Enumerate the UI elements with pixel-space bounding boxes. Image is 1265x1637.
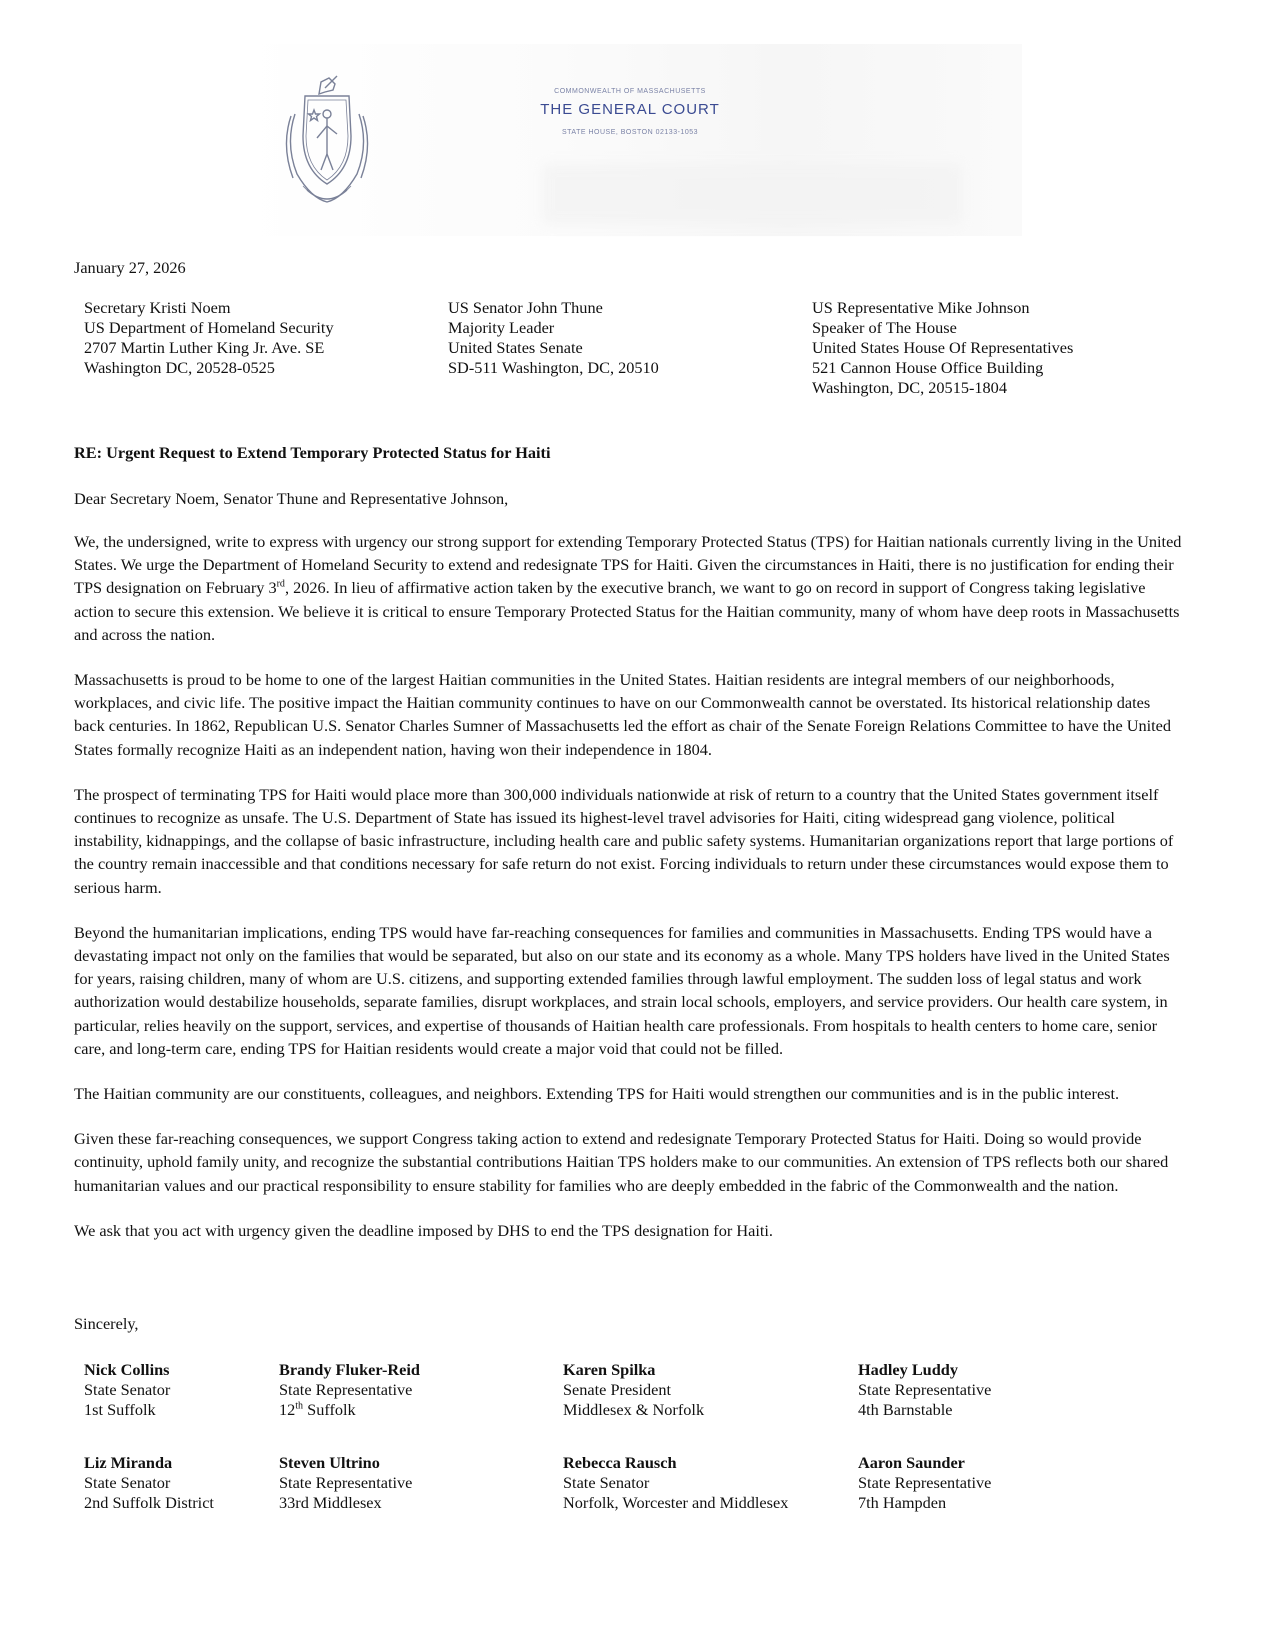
ordinal-suffix: rd [276, 578, 285, 590]
signatory-name: Hadley Luddy [858, 1360, 958, 1379]
recipient-line: US Senator John Thune [448, 298, 603, 317]
paragraph-1-part-a: We, the undersigned, write to express with urgency our strong support for extending Temporary Protected Status (TPS) for Haitian nationals currently living in the United States. We urge the Department of Homeland Security to extend and redesignate TPS for Haiti. Given the circumstances in Haiti, there is no justification for ending their TPS designation on February 3 [74, 532, 1182, 598]
recipient-line: SD-511 Washington, DC, 20510 [448, 358, 659, 377]
signatory-title: State Representative [279, 1380, 413, 1399]
paragraph-2: Massachusetts is proud to be home to one of the largest Haitian communities in the United States. Haitian residents are integral members of our neighborhoods, workplaces, and civic life. The positive impact the Haitian community continues to have on our Commonwealth cannot be overstated. Its historical relationship dates back centuries. In 1862, Republican U.S. Senator Charles Sumner of Massachusetts led the effort as chair of the Senate Foreign Relations Committee to have the United States formally recognize Haiti as an independent nation, having won their independence in 1804. [74, 670, 1172, 759]
signatory-name: Karen Spilka [563, 1360, 656, 1379]
recipient-line: US Representative Mike Johnson [812, 298, 1030, 317]
signatory-name: Nick Collins [84, 1360, 170, 1379]
signatory-district: 33rd Middlesex [279, 1493, 382, 1512]
district-ordinal: th [295, 1400, 304, 1412]
signatory-title: Senate President [563, 1380, 672, 1399]
signatory-title: State Senator [84, 1380, 171, 1399]
recipient-line: 2707 Martin Luther King Jr. Ave. SE [84, 338, 325, 357]
paragraph-1-part-b: , 2026. In lieu of affirmative action taken by the executive branch, we want to go on record in support of Congress taking legislative action to secure this extension. We believe it is critical to ensure Temporary Protected Status for the Haitian community, many of whom have deep roots in Massachusetts and across the nation. [74, 578, 1180, 644]
signatory-district: 4th Barnstable [858, 1400, 953, 1419]
paragraph-3: The prospect of terminating TPS for Haiti would place more than 300,000 individuals nationwide at risk of return to a country that the United States government itself continues to recognize as unsafe. The U.S. Department of State has issued its highest-level travel advisories for Haiti, citing widespread gang violence, political instability, kidnappings, and the collapse of basic infrastructure, including health care and public safety systems. Humanitarian organizations report that large portions of the country remain inaccessible and that conditions necessary for safe return do not exist. Forcing individuals to return under these circumstances would expose them to serious harm. [74, 784, 1174, 897]
letterhead-shadow [542, 164, 962, 224]
signatory-saunder [858, 1453, 991, 1513]
district-name: Suffolk [303, 1400, 356, 1419]
recipient-block-noem [84, 298, 334, 378]
signatory-district: 2nd Suffolk District [84, 1493, 214, 1512]
signatory-name: Brandy Fluker-Reid [279, 1360, 420, 1379]
signatory-district: Norfolk, Worcester and Middlesex [563, 1493, 789, 1512]
signatory-district: 7th Hampden [858, 1493, 947, 1512]
district-number: 12 [279, 1400, 296, 1419]
letter-body [74, 530, 1182, 1264]
signatory-title: State Representative [279, 1473, 413, 1492]
paragraph-4: Beyond the humanitarian implications, ending TPS would have far-reaching consequences for families and communities in Massachusetts. Ending TPS would have a devastating impact not only on the families that would be separated, but also on our state and its economy as a whole. Many TPS holders have lived in the United States for years, raising children, many of whom are U.S. citizens, and supporting extended families through lawful employment. The sudden loss of legal status and work authorization would destabilize households, separate families, disrupt workplaces, and strain local schools, employers, and service providers. Our health care system, in particular, relies heavily on the support, services, and expertise of thousands of Haitian health care professionals. From hospitals to health centers to home care, senior care, and long-term care, ending TPS for Haitian residents would create a major void that could not be filled. [74, 922, 1170, 1058]
signatory-name: Liz Miranda [84, 1453, 173, 1472]
recipient-line: Washington DC, 20528-0525 [84, 358, 275, 377]
letterhead-commonwealth: COMMONWEALTH OF MASSACHUSETTS [554, 88, 706, 95]
paragraph-5: The Haitian community are our constituents, colleagues, and neighbors. Extending TPS for Haiti would strengthen our communities and is in the public interest. [74, 1084, 1120, 1104]
recipient-line: Speaker of The House [812, 318, 957, 337]
signatory-district: 1st Suffolk [84, 1400, 156, 1419]
signatory-district [279, 1400, 420, 1420]
letterhead-address: STATE HOUSE, BOSTON 02133-1053 [562, 129, 698, 136]
recipient-block-thune [448, 298, 659, 378]
signatory-name: Steven Ultrino [279, 1453, 380, 1472]
recipient-line: Secretary Kristi Noem [84, 298, 231, 317]
signatory-collins [84, 1360, 170, 1420]
recipient-line: Washington, DC, 20515-1804 [812, 378, 1007, 397]
paragraph-7: We ask that you act with urgency given the deadline imposed by DHS to end the TPS designation for Haiti. [74, 1220, 773, 1240]
signatory-title: State Representative [858, 1473, 992, 1492]
signatory-title: State Senator [563, 1473, 650, 1492]
recipient-line: United States Senate [448, 338, 583, 357]
recipient-line: 521 Cannon House Office Building [812, 358, 1044, 377]
signatory-fluker-reid [279, 1360, 420, 1420]
recipient-line: United States House Of Representatives [812, 338, 1074, 357]
closing: Sincerely, [74, 1314, 139, 1333]
subject-line: RE: Urgent Request to Extend Temporary Protected Status for Haiti [74, 443, 551, 462]
signatory-miranda [84, 1453, 214, 1513]
letterhead-text [480, 88, 780, 136]
paragraph-1 [74, 530, 1182, 646]
recipient-block-johnson [812, 298, 1073, 398]
signatory-ultrino [279, 1453, 412, 1513]
recipient-line: US Department of Homeland Security [84, 318, 334, 337]
salutation: Dear Secretary Noem, Senator Thune and Representative Johnson, [74, 489, 509, 508]
letterhead-title: THE GENERAL COURT [540, 101, 720, 118]
signatory-luddy [858, 1360, 991, 1420]
signatory-name: Aaron Saunder [858, 1453, 965, 1472]
signatory-name: Rebecca Rausch [563, 1453, 677, 1472]
recipient-line: Majority Leader [448, 318, 555, 337]
paragraph-6: Given these far-reaching consequences, we support Congress taking action to extend and redesignate Temporary Protected Status for Haiti. Doing so would provide continuity, uphold family unity, and recognize the substantial contributions Haitian TPS holders make to our communities. An extension of TPS reflects both our shared humanitarian values and our practical responsibility to ensure stability for families who are deeply embedded in the fabric of the Commonwealth and the nation. [74, 1129, 1169, 1195]
signatory-spilka [563, 1360, 704, 1420]
letter-date: January 27, 2026 [74, 258, 186, 277]
signatory-title: State Representative [858, 1380, 992, 1399]
signatory-district: Middlesex & Norfolk [563, 1400, 705, 1419]
massachusetts-seal-icon [277, 74, 377, 214]
signatory-title: State Senator [84, 1473, 171, 1492]
signatory-rausch [563, 1453, 788, 1513]
